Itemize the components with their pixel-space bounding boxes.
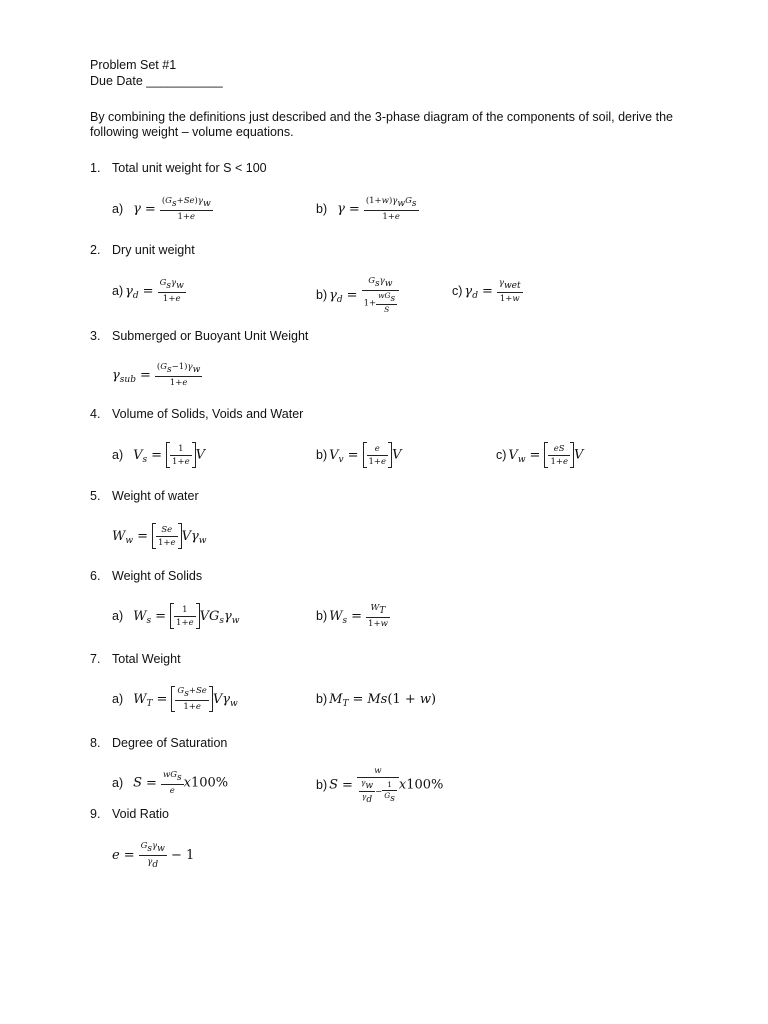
fraction: $\frac{wG_s}{e}$ [162,770,182,796]
item-number: 2. [90,243,101,257]
item-8-heading [90,736,227,750]
fraction: $\frac{(1+w)\gamma_wG_s}{1+e}$ [365,196,417,222]
item-title: Void Ratio [112,807,169,821]
fraction: $\frac{Se}{1+e}$ [158,524,176,548]
equation-4c: c) $V_w$ = $\frac{eS}{1+e}$ V [496,443,584,467]
equation-9: e = $\frac{G_s\gamma_w}{\gamma_d}$ − 1 [112,841,195,870]
item-title: Submerged or Buoyant Unit Weight [112,329,309,343]
equation-7b: b) $M_T = Ms(1 + w)$ [316,692,437,709]
eq-label: a) [112,691,124,706]
item-2-heading [90,243,195,257]
item-1-heading [90,161,267,175]
item-title: Weight of Solids [112,569,203,583]
item-9-heading [90,807,169,821]
item-5-heading [90,489,199,503]
item-number: 1. [90,161,101,175]
equation-7a: a) $W_T$ = $\frac{G_s+Se}{1+e}$ $V\gamma_w$ [112,686,238,712]
item-title: Total unit weight for S < 100 [112,161,267,175]
eq-label: b) [316,201,328,216]
eq-label: a) [112,201,124,216]
fraction: w $\frac{\gamma_w}{\gamma_d}$ − $\frac{1}{G_s}$ [357,766,399,804]
item-number: 4. [90,407,101,421]
fraction: $G_s\gamma_w$ 1+ $\frac{wG_s}{S}$ [362,276,400,314]
item-4-heading [90,407,303,421]
fraction: $\frac{1}{1+e}$ [176,604,194,628]
eq-label: b) [316,608,328,623]
equation-2c: c) $\gamma_d$ = $\frac{\gamma_{wet}}{1+w}$ [452,278,521,304]
fraction: $\frac{eS}{1+e}$ [550,443,568,467]
fraction: $\frac{G_s\gamma_w}{1+e}$ [159,278,184,304]
fraction: $\frac{e}{1+e}$ [368,443,387,467]
eq-label: b) [316,447,328,462]
fraction: $\frac{G_s\gamma_w}{\gamma_d}$ [140,841,165,870]
eq-label: a) [112,447,124,462]
due-date: Due Date ___________ [90,74,223,88]
equation-2b: b) $\gamma_d$ = $G_s\gamma_w$ 1+ $\frac{wG_s}{S}$ [316,276,399,314]
equation-8a: a) S = $\frac{wG_s}{e}$ x100% [112,770,229,796]
eq-label: c) [452,283,463,298]
intro-paragraph: By combining the definitions just described and the 3-phase diagram of the components of soil, derive the following weight – volume equations. [90,110,673,139]
equation-6b: b) $W_s$ = $\frac{W_T}{1+w}$ [316,603,388,629]
equation-8b: b) S = w $\frac{\gamma_w}{\gamma_d}$ − $\frac{1}{G_s}$ x100% [316,766,444,805]
fraction: $\frac{(G_s+Se)\gamma_w}{1+e}$ [161,196,211,222]
equation-2a: a) $\gamma_d$ = $\frac{G_s\gamma_w}{1+e}$ [112,278,184,304]
item-number: 8. [90,736,101,750]
fraction: $\frac{(G_s-1)\gamma_w}{1+e}$ [156,362,201,388]
item-title: Weight of water [112,489,199,503]
eq-label: a) [112,775,124,790]
item-title: Degree of Saturation [112,736,228,750]
item-3-heading [90,329,308,343]
item-6-heading [90,569,202,583]
equation-6a: a) $W_s$ = $\frac{1}{1+e}$ $VG_s\gamma_w$ [112,604,240,628]
fraction: $\frac{G_s+Se}{1+e}$ [177,686,207,712]
fraction: $\frac{1}{1+e}$ [172,443,190,467]
item-number: 6. [90,569,101,583]
item-number: 5. [90,489,101,503]
equation-4a: a) $V_s$ = $\frac{1}{1+e}$ V [112,443,205,467]
eq-label: a) [112,283,124,298]
equation-1b: b) γ = $\frac{(1+w)\gamma_wG_s}{1+e}$ [316,196,417,222]
eq-label: b) [316,287,328,302]
equation-1a: a) γ = $\frac{(G_s+Se)\gamma_w}{1+e}$ [112,196,211,222]
problem-set-title: Problem Set #1 [90,58,177,72]
eq-label: b) [316,692,328,706]
eq-label: b) [316,777,328,792]
equation-5: $W_w$ = $\frac{Se}{1+e}$ $V\gamma_w$ [112,524,207,548]
eq-label: a) [112,608,124,623]
fraction: $\frac{W_T}{1+w}$ [368,603,388,629]
item-number: 7. [90,652,101,666]
item-7-heading [90,652,181,666]
item-title: Volume of Solids, Voids and Water [112,407,304,421]
item-number: 9. [90,807,101,821]
equation-3: $\gamma_{sub}$ = $\frac{(G_s-1)\gamma_w}{1+e}$ [112,362,201,388]
item-title: Dry unit weight [112,243,195,257]
equation-4b: b) $V_v$ = $\frac{e}{1+e}$ V [316,443,402,467]
item-title: Total Weight [112,652,181,666]
fraction: $\frac{\gamma_{wet}}{1+w}$ [498,278,521,304]
item-number: 3. [90,329,101,343]
eq-label: c) [496,447,507,462]
